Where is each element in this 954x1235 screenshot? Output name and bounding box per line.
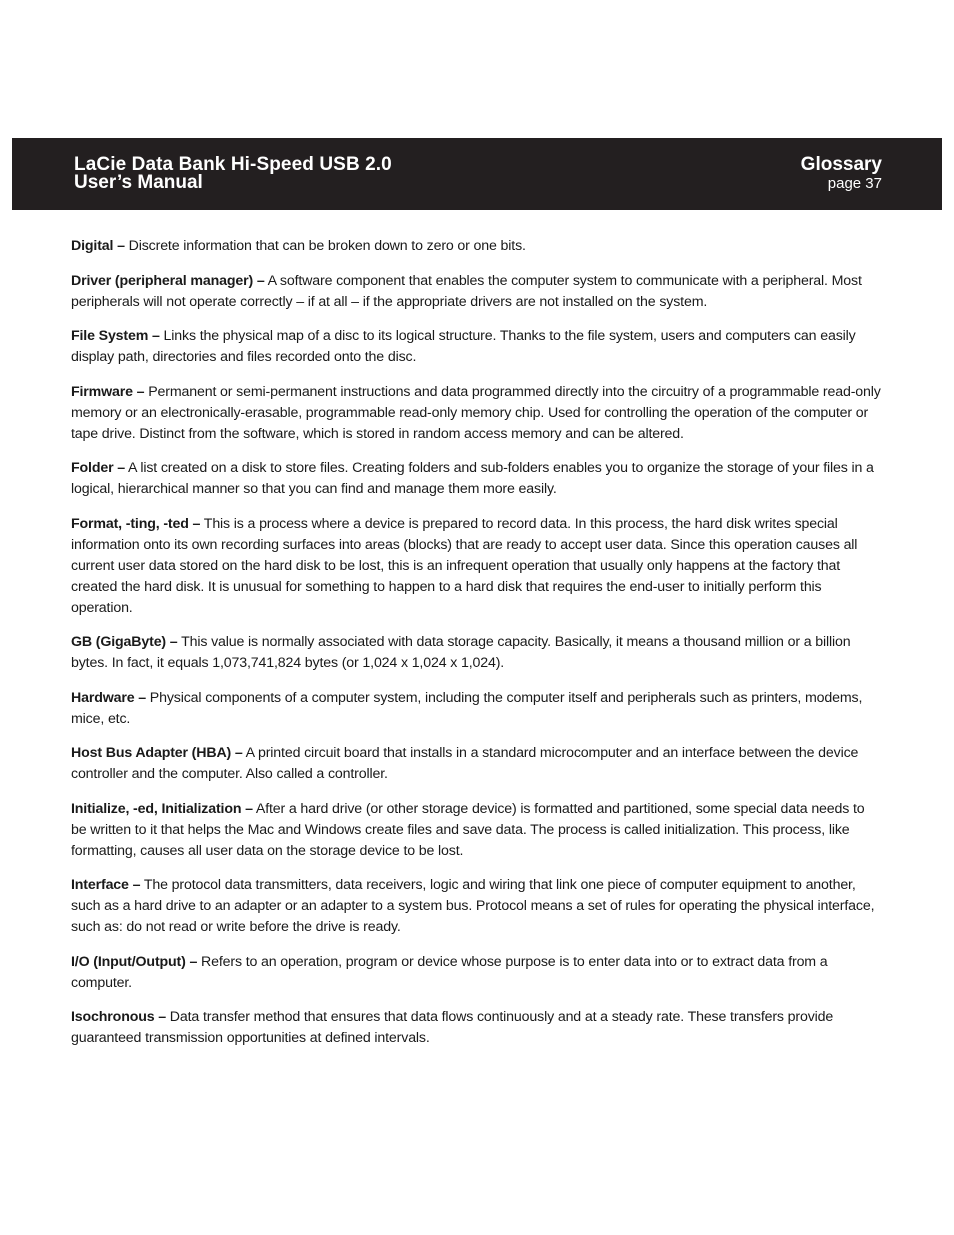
glossary-definition: Permanent or semi-permanent instructions and data programmed directly into the circuitry of a programmable read-only memory or an electronically-erasable, programmable read-only memory chip. Used for controlling the operation of the computer or tape drive. Distinct from the software, which is stored in random access memory and can be altered. xyxy=(71,383,881,442)
manual-subtitle: User’s Manual xyxy=(74,172,203,193)
glossary-entry-initialize xyxy=(71,799,883,862)
glossary-term: Driver (peripheral manager) – xyxy=(71,272,265,289)
glossary-term: Firmware – xyxy=(71,383,145,400)
glossary-entry-isochronous xyxy=(71,1007,883,1049)
glossary-entry-hardware xyxy=(71,688,883,730)
page-header xyxy=(12,138,942,210)
glossary-entry-format xyxy=(71,514,883,619)
glossary-entry-file-system xyxy=(71,326,883,368)
manual-title: LaCie Data Bank Hi-Speed USB 2.0 xyxy=(74,154,392,175)
glossary-term: GB (GigaByte) – xyxy=(71,634,178,650)
glossary-definition: The protocol data transmitters, data receivers, logic and wiring that link one piece of computer equipment to another, such as a hard drive to an adapter or an adapter to a system bus. Protocol means a set of rules for operating the physical interface, such as: do not read or write before the drive is ready. xyxy=(71,877,875,935)
glossary-entry-folder xyxy=(71,458,883,500)
glossary-entry-interface xyxy=(71,875,883,938)
glossary-definition: A printed circuit board that installs in a standard microcomputer and an interface between the device controller and the computer. Also called a controller. xyxy=(71,745,859,782)
page-number: page 37 xyxy=(827,175,882,192)
glossary-term: I/O (Input/Output) – xyxy=(71,953,198,970)
glossary-term: Isochronous – xyxy=(71,1009,167,1025)
glossary-entry-digital xyxy=(71,236,883,257)
glossary-term: Format, -ting, -ted – xyxy=(71,515,201,532)
section-title: Glossary xyxy=(800,154,882,175)
glossary-entry-firmware xyxy=(71,382,883,445)
glossary-definition: A software component that enables the computer system to communicate with a peripheral. Most peripherals will not operate correctly – if at all – if the appropriate drivers are not installed on the system. xyxy=(71,272,862,310)
glossary-term: Folder – xyxy=(71,460,125,476)
glossary-term: Digital – xyxy=(71,238,125,254)
glossary-definition: This value is normally associated with data storage capacity. Basically, it means a thousand million or a billion bytes. In fact, it equals 1,073,741,824 bytes (or 1,024 x 1,024 x 1,024). xyxy=(71,634,851,671)
glossary-definition: Data transfer method that ensures that data flows continuously and at a steady rate. These transfers provide guaranteed transmission opportunities at defined intervals. xyxy=(71,1009,834,1046)
glossary-term: Hardware – xyxy=(71,689,146,706)
glossary-definition: A list created on a disk to store files. Creating folders and sub-folders enables you to organize the storage of your files in a logical, hierarchical manner so that you can find and manage them more easily. xyxy=(71,460,874,497)
glossary-entry-io xyxy=(71,952,883,994)
glossary-term: Initialize, -ed, Initialization – xyxy=(71,800,253,817)
glossary-definition: This is a process where a device is prepared to record data. In this process, the hard disk writes special information onto its own recording surfaces into areas (blocks) that are ready to accept user data. Since this operation causes all current user data stored on the hard disk to be lost, this is an infrequent operation that usually only happens at the factory that created the hard disk. It is unusual for something to happen to a hard disk that requires the end-user to initially perform this operation. xyxy=(71,515,858,616)
glossary-entry-gigabyte xyxy=(71,632,883,674)
glossary-definition: After a hard drive (or other storage device) is formatted and partitioned, some special data needs to be written to it that helps the Mac and Windows create files and save data. The process is called initialization. This process, like formatting, causes all user data on the storage device to be lost. xyxy=(71,800,865,859)
glossary-definition: Refers to an operation, program or device whose purpose is to enter data into or to extract data from a computer. xyxy=(71,953,828,991)
glossary-definition: Links the physical map of a disc to its logical structure. Thanks to the file system, users and computers can easily display path, directories and files recorded onto the disc. xyxy=(71,328,856,365)
glossary-entry-driver xyxy=(71,271,883,313)
glossary-term: Interface – xyxy=(71,877,141,893)
glossary-definition: Physical components of a computer system, including the computer itself and peripherals such as printers, modems, mice, etc. xyxy=(71,689,863,727)
glossary-list xyxy=(71,236,883,1063)
glossary-definition: Discrete information that can be broken down to zero or one bits. xyxy=(124,238,526,254)
glossary-entry-hba xyxy=(71,743,883,785)
glossary-term: Host Bus Adapter (HBA) – xyxy=(71,745,243,761)
glossary-term: File System – xyxy=(71,328,160,344)
